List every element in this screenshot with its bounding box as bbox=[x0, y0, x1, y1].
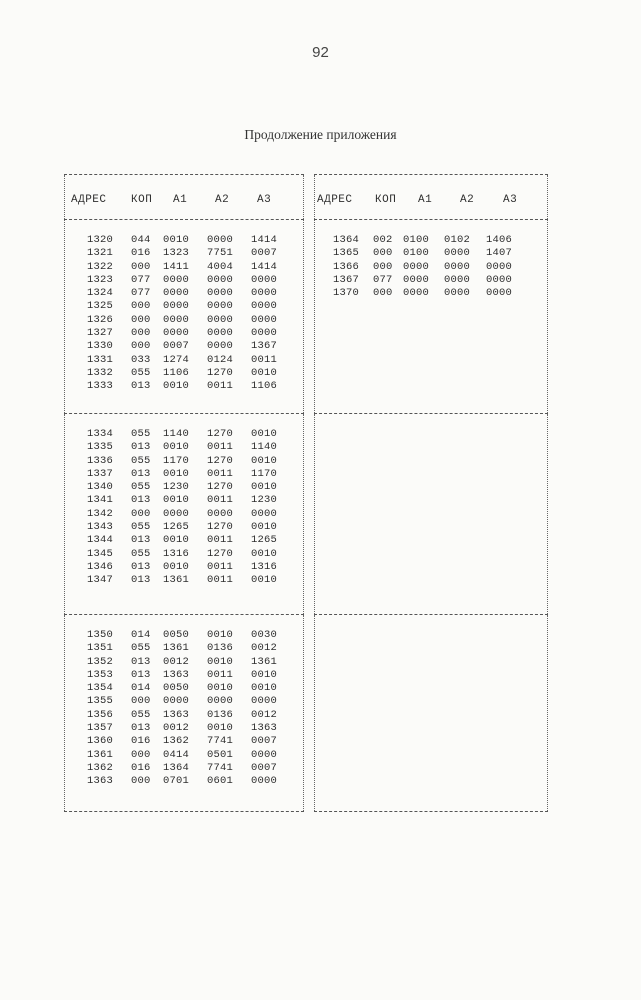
header-a3: А3 bbox=[503, 194, 518, 206]
cell-a3: 0000 bbox=[251, 313, 278, 326]
cell-a1: 1170 bbox=[163, 454, 190, 467]
cell-a2: 0010 bbox=[207, 682, 234, 695]
table-row bbox=[65, 642, 303, 655]
cell-a1: 0012 bbox=[163, 722, 190, 735]
cell-a3: 0010 bbox=[251, 454, 278, 467]
cell-a2: 0010 bbox=[207, 722, 234, 735]
cell-kop: 016 bbox=[131, 735, 151, 748]
cell-a2: 0000 bbox=[444, 247, 471, 260]
cell-a1: 0050 bbox=[163, 629, 190, 641]
cell-adres: 1361 bbox=[87, 748, 114, 761]
table-row bbox=[65, 261, 303, 274]
cell-a3: 0011 bbox=[251, 353, 278, 366]
cell-a3: 0007 bbox=[251, 735, 278, 748]
cell-a1: 0010 bbox=[163, 380, 190, 393]
cell-a2: 0011 bbox=[207, 534, 234, 547]
cell-a1: 0010 bbox=[163, 560, 190, 573]
cell-kop: 077 bbox=[373, 273, 393, 286]
cell-a2: 0011 bbox=[207, 494, 234, 507]
cell-adres: 1353 bbox=[87, 668, 114, 681]
cell-a3: 1414 bbox=[251, 260, 278, 273]
cell-adres: 1351 bbox=[87, 642, 114, 655]
cell-kop: 013 bbox=[131, 467, 151, 480]
table-row bbox=[65, 521, 303, 534]
cell-a3: 1367 bbox=[251, 340, 278, 353]
table-row bbox=[65, 534, 303, 547]
cell-a1: 1323 bbox=[163, 247, 190, 260]
cell-kop: 077 bbox=[131, 273, 151, 286]
table-row bbox=[65, 287, 303, 300]
cell-kop: 000 bbox=[131, 775, 151, 788]
cell-a2: 0000 bbox=[444, 287, 471, 300]
cell-a2: 1270 bbox=[207, 454, 234, 467]
cell-a2: 0000 bbox=[207, 300, 234, 313]
cell-a2: 0011 bbox=[207, 560, 234, 573]
table-row bbox=[65, 722, 303, 735]
divider bbox=[314, 811, 548, 812]
cell-a3: 1316 bbox=[251, 560, 278, 573]
cell-adres: 1355 bbox=[87, 695, 114, 708]
table-header bbox=[64, 175, 304, 219]
cell-a2: 4004 bbox=[207, 260, 234, 273]
cell-a3: 1407 bbox=[486, 247, 513, 260]
page-caption: Продолжение приложения bbox=[244, 127, 397, 142]
cell-a1: 1364 bbox=[163, 761, 190, 774]
cell-a1: 0100 bbox=[403, 234, 430, 246]
table-row bbox=[65, 468, 303, 481]
cell-a3: 0000 bbox=[251, 300, 278, 313]
cell-a2: 1270 bbox=[207, 481, 234, 494]
cell-a3: 0007 bbox=[251, 247, 278, 260]
cell-kop: 055 bbox=[131, 521, 151, 534]
table-row bbox=[65, 314, 303, 327]
cell-kop: 000 bbox=[131, 748, 151, 761]
cell-kop: 055 bbox=[131, 428, 151, 440]
cell-a2: 1270 bbox=[207, 521, 234, 534]
cell-adres: 1346 bbox=[87, 560, 114, 573]
cell-adres: 1347 bbox=[87, 574, 114, 587]
cell-a1: 0000 bbox=[163, 327, 190, 340]
cell-a2: 0011 bbox=[207, 380, 234, 393]
cell-a3: 0000 bbox=[251, 273, 278, 286]
cell-a3: 0000 bbox=[251, 748, 278, 761]
cell-adres: 1331 bbox=[87, 353, 114, 366]
cell-a1: 0010 bbox=[163, 494, 190, 507]
cell-adres: 1365 bbox=[333, 247, 360, 260]
cell-a3: 1170 bbox=[251, 467, 278, 480]
cell-a2: 0124 bbox=[207, 353, 234, 366]
table-row bbox=[65, 749, 303, 762]
table-row bbox=[65, 629, 303, 642]
cell-adres: 1320 bbox=[87, 234, 114, 246]
table-row bbox=[65, 494, 303, 507]
cell-a3: 0010 bbox=[251, 682, 278, 695]
cell-adres: 1363 bbox=[87, 775, 114, 788]
cell-kop: 013 bbox=[131, 722, 151, 735]
cell-a1: 0701 bbox=[163, 775, 190, 788]
table-row bbox=[315, 234, 547, 247]
table-block bbox=[314, 414, 548, 614]
cell-kop: 013 bbox=[131, 441, 151, 454]
cell-a3: 1406 bbox=[486, 234, 513, 246]
page-number: 92 bbox=[312, 44, 329, 61]
cell-adres: 1323 bbox=[87, 273, 114, 286]
table-row bbox=[65, 300, 303, 313]
cell-a1: 1274 bbox=[163, 353, 190, 366]
cell-adres: 1332 bbox=[87, 366, 114, 379]
table-row bbox=[315, 261, 547, 274]
cell-a2: 0010 bbox=[207, 655, 234, 668]
cell-a1: 0010 bbox=[163, 467, 190, 480]
cell-a2: 0010 bbox=[207, 629, 234, 641]
cell-kop: 055 bbox=[131, 481, 151, 494]
cell-a2: 0102 bbox=[444, 234, 471, 246]
cell-a3: 0010 bbox=[251, 521, 278, 534]
table-row bbox=[65, 380, 303, 393]
cell-a3: 1230 bbox=[251, 494, 278, 507]
table-row bbox=[65, 340, 303, 353]
cell-kop: 013 bbox=[131, 560, 151, 573]
cell-adres: 1335 bbox=[87, 441, 114, 454]
cell-a1: 0000 bbox=[163, 507, 190, 520]
table-row bbox=[65, 561, 303, 574]
cell-kop: 055 bbox=[131, 454, 151, 467]
cell-kop: 013 bbox=[131, 574, 151, 587]
cell-a1: 0000 bbox=[163, 273, 190, 286]
cell-a2: 7741 bbox=[207, 735, 234, 748]
cell-adres: 1321 bbox=[87, 247, 114, 260]
cell-adres: 1333 bbox=[87, 380, 114, 393]
cell-a2: 7741 bbox=[207, 761, 234, 774]
table-block bbox=[64, 220, 304, 413]
header-adres: АДРЕС bbox=[71, 194, 107, 206]
cell-a2: 0000 bbox=[207, 234, 234, 246]
cell-a1: 0000 bbox=[403, 287, 430, 300]
cell-a3: 1106 bbox=[251, 380, 278, 393]
cell-a2: 0000 bbox=[207, 340, 234, 353]
cell-a2: 0601 bbox=[207, 775, 234, 788]
table-block bbox=[314, 220, 548, 413]
cell-adres: 1327 bbox=[87, 327, 114, 340]
cell-adres: 1345 bbox=[87, 547, 114, 560]
cell-a3: 0010 bbox=[251, 547, 278, 560]
table-row bbox=[65, 481, 303, 494]
cell-a2: 0000 bbox=[207, 287, 234, 300]
cell-a1: 1265 bbox=[163, 521, 190, 534]
table-row bbox=[65, 548, 303, 561]
cell-adres: 1343 bbox=[87, 521, 114, 534]
cell-a2: 0000 bbox=[207, 695, 234, 708]
cell-kop: 055 bbox=[131, 547, 151, 560]
cell-kop: 016 bbox=[131, 761, 151, 774]
table-row bbox=[65, 327, 303, 340]
header-kop: КОП bbox=[131, 194, 153, 206]
cell-a1: 0000 bbox=[163, 300, 190, 313]
cell-adres: 1366 bbox=[333, 260, 360, 273]
cell-adres: 1352 bbox=[87, 655, 114, 668]
cell-kop: 014 bbox=[131, 629, 151, 641]
cell-adres: 1364 bbox=[333, 234, 360, 246]
cell-adres: 1337 bbox=[87, 467, 114, 480]
cell-a3: 0000 bbox=[486, 287, 513, 300]
cell-a2: 0000 bbox=[207, 507, 234, 520]
cell-kop: 033 bbox=[131, 353, 151, 366]
cell-a1: 1411 bbox=[163, 260, 190, 273]
table-row bbox=[65, 367, 303, 380]
cell-a2: 1270 bbox=[207, 547, 234, 560]
cell-kop: 055 bbox=[131, 366, 151, 379]
cell-a3: 0007 bbox=[251, 761, 278, 774]
cell-a1: 0100 bbox=[403, 247, 430, 260]
cell-a1: 0007 bbox=[163, 340, 190, 353]
cell-adres: 1340 bbox=[87, 481, 114, 494]
cell-kop: 000 bbox=[131, 695, 151, 708]
cell-a1: 0000 bbox=[163, 695, 190, 708]
table-block bbox=[314, 615, 548, 811]
cell-a3: 0010 bbox=[251, 428, 278, 440]
cell-a3: 0010 bbox=[251, 481, 278, 494]
cell-a1: 0010 bbox=[163, 534, 190, 547]
cell-a1: 0010 bbox=[163, 441, 190, 454]
cell-kop: 000 bbox=[373, 247, 393, 260]
cell-a3: 0010 bbox=[251, 574, 278, 587]
cell-kop: 055 bbox=[131, 642, 151, 655]
table-row bbox=[315, 287, 547, 300]
cell-a2: 0136 bbox=[207, 642, 234, 655]
cell-kop: 000 bbox=[373, 260, 393, 273]
cell-a3: 1361 bbox=[251, 655, 278, 668]
cell-kop: 000 bbox=[131, 507, 151, 520]
table-row bbox=[65, 656, 303, 669]
cell-adres: 1357 bbox=[87, 722, 114, 735]
cell-a2: 0011 bbox=[207, 574, 234, 587]
cell-adres: 1367 bbox=[333, 273, 360, 286]
cell-a3: 0010 bbox=[251, 366, 278, 379]
cell-a2: 0000 bbox=[444, 260, 471, 273]
cell-kop: 000 bbox=[131, 313, 151, 326]
cell-a2: 0136 bbox=[207, 708, 234, 721]
header-a1: А1 bbox=[418, 194, 433, 206]
cell-a3: 0012 bbox=[251, 642, 278, 655]
cell-a1: 0000 bbox=[403, 273, 430, 286]
cell-adres: 1370 bbox=[333, 287, 360, 300]
cell-adres: 1341 bbox=[87, 494, 114, 507]
cell-a1: 1140 bbox=[163, 428, 190, 440]
cell-a2: 7751 bbox=[207, 247, 234, 260]
table-row bbox=[65, 274, 303, 287]
cell-a2: 0000 bbox=[444, 273, 471, 286]
cell-a3: 0000 bbox=[251, 287, 278, 300]
cell-kop: 000 bbox=[131, 260, 151, 273]
table-row bbox=[65, 669, 303, 682]
cell-a3: 0000 bbox=[251, 327, 278, 340]
cell-kop: 044 bbox=[131, 234, 151, 246]
table-block bbox=[64, 615, 304, 811]
cell-adres: 1350 bbox=[87, 629, 114, 641]
table-right bbox=[314, 174, 548, 812]
header-a2: А2 bbox=[215, 194, 230, 206]
cell-a1: 0000 bbox=[403, 260, 430, 273]
table-left bbox=[64, 174, 304, 812]
cell-a2: 0011 bbox=[207, 441, 234, 454]
table-row bbox=[65, 247, 303, 260]
cell-a2: 1270 bbox=[207, 428, 234, 440]
cell-adres: 1356 bbox=[87, 708, 114, 721]
cell-a1: 1362 bbox=[163, 735, 190, 748]
cell-kop: 000 bbox=[131, 340, 151, 353]
table-row bbox=[65, 354, 303, 367]
cell-a3: 0010 bbox=[251, 668, 278, 681]
cell-kop: 016 bbox=[131, 247, 151, 260]
cell-a1: 0000 bbox=[163, 287, 190, 300]
table-row bbox=[315, 274, 547, 287]
cell-a3: 1414 bbox=[251, 234, 278, 246]
cell-a1: 0000 bbox=[163, 313, 190, 326]
cell-a3: 0012 bbox=[251, 708, 278, 721]
cell-adres: 1362 bbox=[87, 761, 114, 774]
cell-kop: 077 bbox=[131, 287, 151, 300]
cell-adres: 1354 bbox=[87, 682, 114, 695]
table-row bbox=[65, 428, 303, 441]
cell-a1: 0012 bbox=[163, 655, 190, 668]
cell-a1: 1316 bbox=[163, 547, 190, 560]
table-row bbox=[315, 247, 547, 260]
cell-a2: 0501 bbox=[207, 748, 234, 761]
cell-kop: 013 bbox=[131, 534, 151, 547]
header-a1: А1 bbox=[173, 194, 188, 206]
cell-adres: 1322 bbox=[87, 260, 114, 273]
cell-kop: 013 bbox=[131, 380, 151, 393]
cell-adres: 1325 bbox=[87, 300, 114, 313]
table-row bbox=[65, 682, 303, 695]
table-row bbox=[65, 455, 303, 468]
cell-adres: 1330 bbox=[87, 340, 114, 353]
table-row bbox=[65, 735, 303, 748]
table-row bbox=[65, 775, 303, 788]
cell-a3: 0000 bbox=[251, 695, 278, 708]
table-header bbox=[314, 175, 548, 219]
cell-adres: 1342 bbox=[87, 507, 114, 520]
cell-a1: 1106 bbox=[163, 366, 190, 379]
table-row bbox=[65, 709, 303, 722]
cell-a1: 0010 bbox=[163, 234, 190, 246]
table-row bbox=[65, 762, 303, 775]
header-adres: АДРЕС bbox=[317, 194, 353, 206]
cell-a1: 1361 bbox=[163, 642, 190, 655]
cell-kop: 055 bbox=[131, 708, 151, 721]
cell-a3: 0000 bbox=[486, 273, 513, 286]
cell-a1: 0050 bbox=[163, 682, 190, 695]
table-row bbox=[65, 508, 303, 521]
cell-a1: 1230 bbox=[163, 481, 190, 494]
cell-a2: 0011 bbox=[207, 668, 234, 681]
divider bbox=[64, 811, 304, 812]
cell-a3: 0030 bbox=[251, 629, 278, 641]
cell-kop: 000 bbox=[373, 287, 393, 300]
cell-a2: 1270 bbox=[207, 366, 234, 379]
cell-kop: 002 bbox=[373, 234, 393, 246]
cell-a2: 0000 bbox=[207, 313, 234, 326]
cell-a3: 0000 bbox=[486, 260, 513, 273]
cell-a1: 0414 bbox=[163, 748, 190, 761]
cell-a1: 1363 bbox=[163, 708, 190, 721]
cell-adres: 1324 bbox=[87, 287, 114, 300]
cell-kop: 013 bbox=[131, 668, 151, 681]
cell-adres: 1334 bbox=[87, 428, 114, 440]
cell-a3: 1265 bbox=[251, 534, 278, 547]
cell-adres: 1360 bbox=[87, 735, 114, 748]
cell-adres: 1344 bbox=[87, 534, 114, 547]
cell-kop: 013 bbox=[131, 494, 151, 507]
cell-a3: 0000 bbox=[251, 775, 278, 788]
cell-a1: 1361 bbox=[163, 574, 190, 587]
table-row bbox=[65, 574, 303, 587]
cell-a2: 0011 bbox=[207, 467, 234, 480]
cell-a2: 0000 bbox=[207, 273, 234, 286]
header-a3: А3 bbox=[257, 194, 272, 206]
cell-a3: 0000 bbox=[251, 507, 278, 520]
table-row bbox=[65, 695, 303, 708]
cell-adres: 1326 bbox=[87, 313, 114, 326]
cell-kop: 000 bbox=[131, 300, 151, 313]
table-row bbox=[65, 234, 303, 247]
table-row bbox=[65, 441, 303, 454]
cell-a3: 1140 bbox=[251, 441, 278, 454]
cell-kop: 000 bbox=[131, 327, 151, 340]
cell-kop: 014 bbox=[131, 682, 151, 695]
header-a2: А2 bbox=[460, 194, 475, 206]
header-kop: КОП bbox=[375, 194, 397, 206]
cell-kop: 013 bbox=[131, 655, 151, 668]
cell-a3: 1363 bbox=[251, 722, 278, 735]
cell-a2: 0000 bbox=[207, 327, 234, 340]
cell-adres: 1336 bbox=[87, 454, 114, 467]
cell-a1: 1363 bbox=[163, 668, 190, 681]
table-block bbox=[64, 414, 304, 614]
